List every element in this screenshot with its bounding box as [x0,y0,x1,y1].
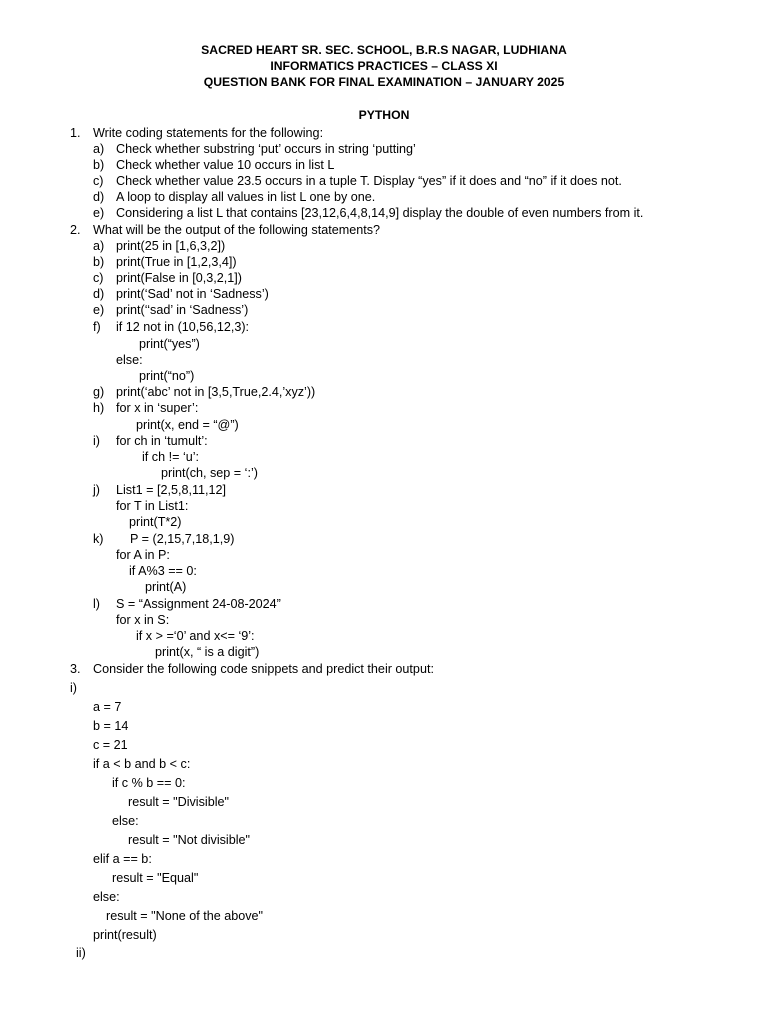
item-number: b) [93,255,105,269]
item-text: print(‘Sad’ not in ‘Sadness’) [116,287,269,301]
item-number: h) [93,401,105,415]
item-text: for ch in ‘tumult’: [116,434,208,448]
item-text: c = 21 [93,738,128,752]
item-text: Check whether value 23.5 occurs in a tuple T. Display “yes” if it does and “no” if it does not. [116,174,622,188]
item-text: print(T*2) [129,515,182,529]
item-text: if ch != ‘u’: [142,450,200,464]
item-text: print(True in [1,2,3,4]) [116,255,237,269]
item-text: if a < b and b < c: [93,757,191,771]
item-text: for A in P: [116,548,170,562]
item-text: print(A) [145,580,187,594]
subject-title: INFORMATICS PRACTICES – CLASS XI [270,59,498,73]
item-text: b = 14 [93,719,129,733]
item-text: else: [116,353,143,367]
item-number: c) [93,174,104,188]
item-text: print(‘‘sad’ in ‘Sadness’) [116,303,249,317]
item-text: else: [112,814,139,828]
item-text: print(x, end = “@”) [136,418,239,432]
item-number: i) [93,434,100,448]
item-number: g) [93,385,105,399]
item-number: l) [93,597,100,611]
item-text: print(result) [93,928,157,942]
item-text: if A%3 == 0: [129,564,197,578]
item-number: e) [93,206,105,220]
item-text: a = 7 [93,700,122,714]
item-number: 2. [70,223,81,237]
item-text: print(ch, sep = ‘:’) [161,466,258,480]
item-text: What will be the output of the following statements? [93,223,381,237]
item-number: b) [93,158,105,172]
item-text: A loop to display all values in list L one by one. [116,190,376,204]
item-text: result = "None of the above" [106,909,264,923]
item-text: for T in List1: [116,499,189,513]
item-number: d) [93,190,105,204]
item-number: 3. [70,662,81,676]
item-text: print(25 in [1,6,3,2]) [116,239,226,253]
item-number: k) [93,532,104,546]
item-text: print(“no”) [139,369,195,383]
item-text: List1 = [2,5,8,11,12] [116,483,227,497]
item-text: Consider the following code snippets and predict their output: [93,662,434,676]
item-number: i) [70,681,77,695]
item-text: for x in S: [116,613,170,627]
item-number: j) [93,483,100,497]
item-text: Check whether value 10 occurs in list L [116,158,335,172]
item-number: 1. [70,126,81,140]
item-number: a) [93,239,105,253]
item-text: if 12 not in (10,56,12,3): [116,320,250,334]
item-text: print(False in [0,3,2,1]) [116,271,242,285]
item-text: P = (2,15,7,18,1,9) [130,532,235,546]
item-text: S = “Assignment 24-08-2024” [116,597,281,611]
section-title: PYTHON [358,108,410,122]
item-text: result = "Divisible" [128,795,229,809]
item-text: print(“yes”) [139,337,200,351]
item-number: c) [93,271,104,285]
item-text: if c % b == 0: [112,776,186,790]
item-number: ii) [76,946,86,960]
item-number: e) [93,303,105,317]
item-text: if x > =‘0’ and x<= ‘9’: [136,629,255,643]
item-text: Check whether substring ‘put’ occurs in string ‘putting’ [116,142,416,156]
item-number: a) [93,142,105,156]
item-text: Considering a list L that contains [23,12,6,4,8,14,9] display the double of even numbers from it. [116,206,644,220]
school-name: SACRED HEART SR. SEC. SCHOOL, B.R.S NAGAR, LUDHIANA [201,43,567,57]
item-text: else: [93,890,120,904]
item-number: d) [93,287,105,301]
item-text: result = "Equal" [112,871,199,885]
item-text: print(‘abc’ not in [3,5,True,2.4,’xyz’)) [116,385,316,399]
item-number: f) [93,320,101,334]
item-text: result = "Not divisible" [128,833,250,847]
exam-title: QUESTION BANK FOR FINAL EXAMINATION – JANUARY 2025 [203,75,565,89]
item-text: for x in ‘super’: [116,401,199,415]
item-text: elif a == b: [93,852,152,866]
item-text: print(x, “ is a digit”) [155,645,260,659]
item-text: Write coding statements for the following: [93,126,324,140]
